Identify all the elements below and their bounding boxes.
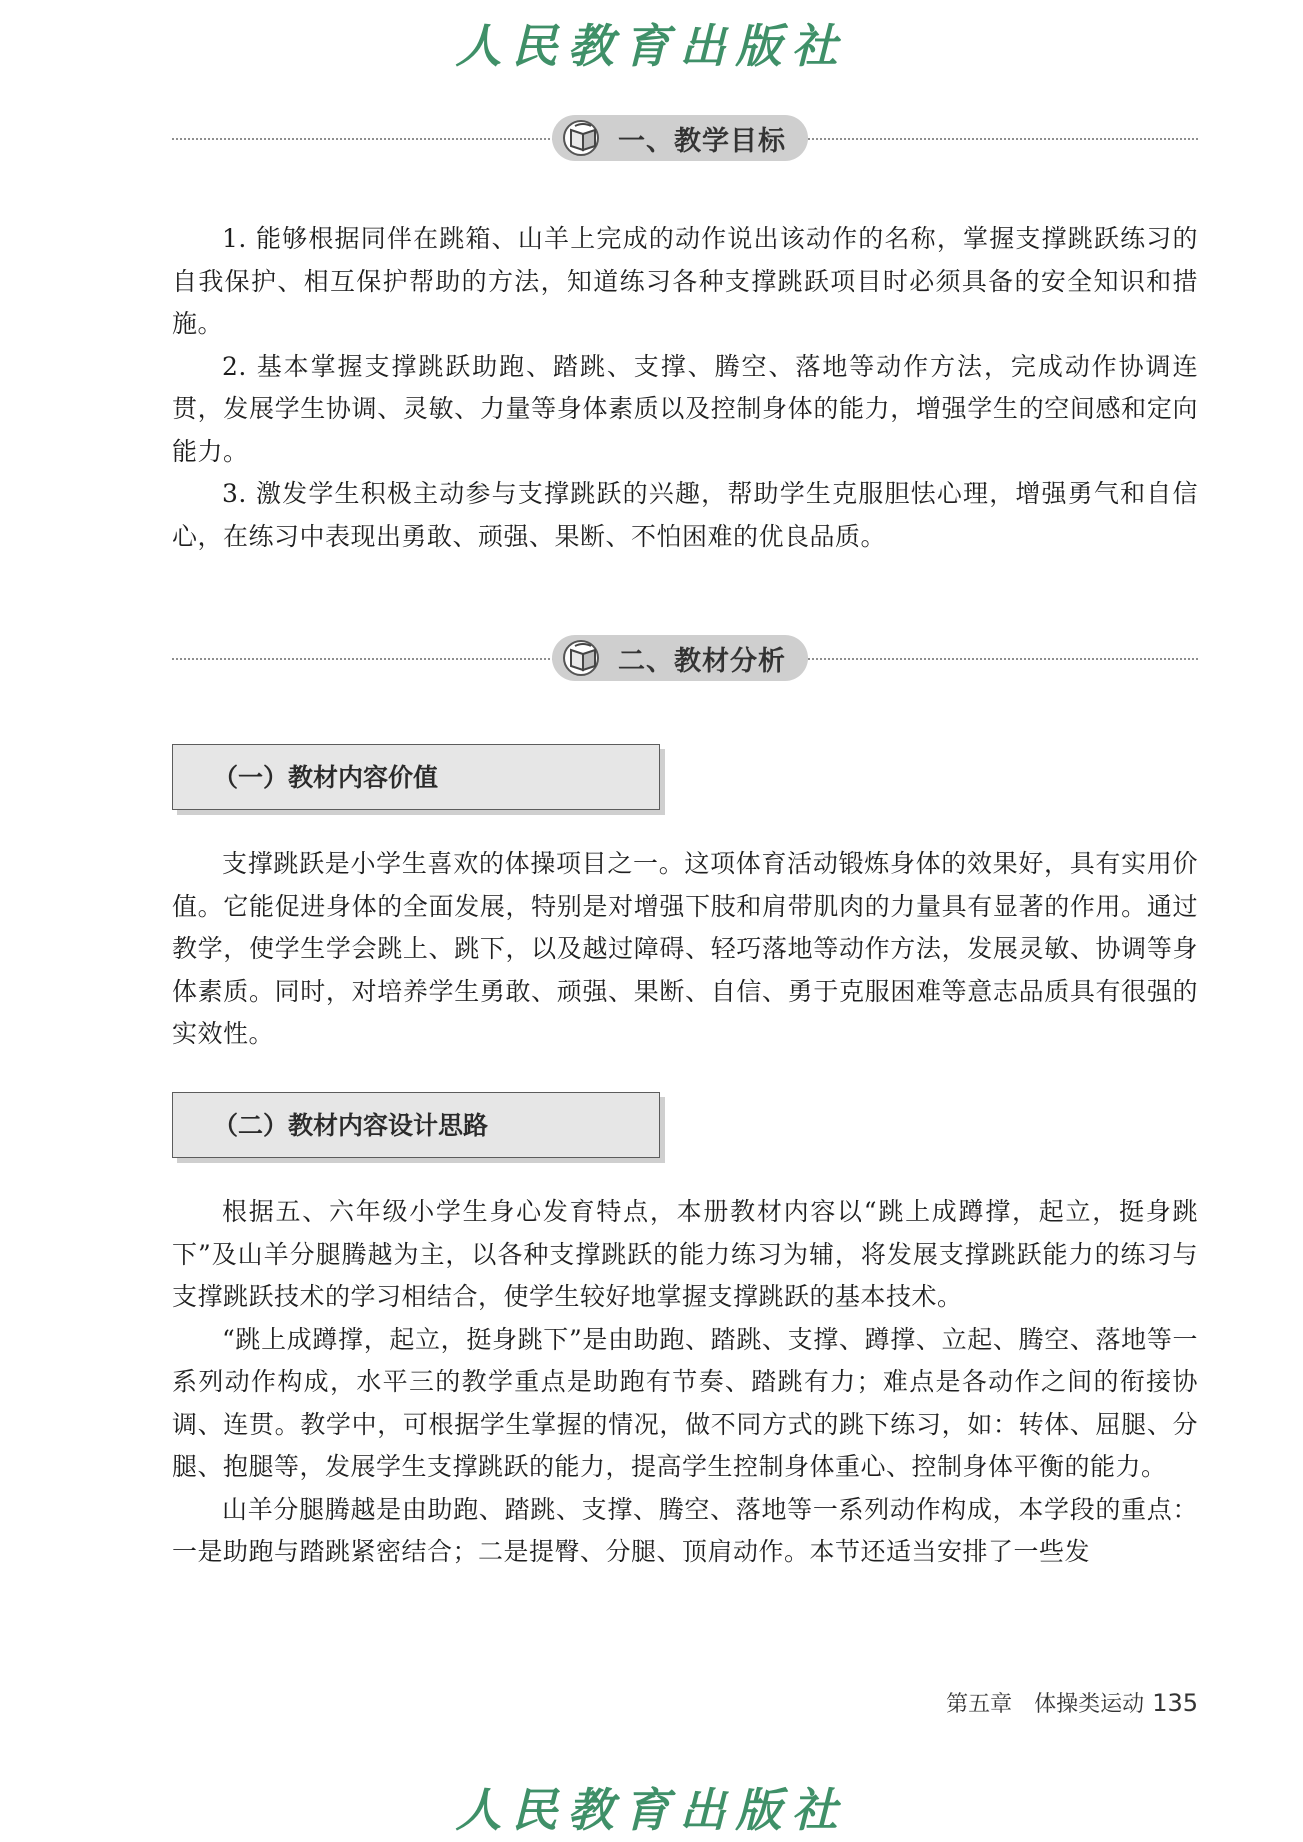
- section-title: 一、教学目标: [618, 125, 786, 157]
- page-footer: [946, 1687, 1198, 1718]
- page-number: 135: [1152, 1689, 1198, 1717]
- value-text: [172, 843, 1198, 1056]
- section-title: 二、教材分析: [618, 645, 786, 677]
- book-icon: [560, 638, 606, 678]
- publisher-logo-top: 人民教育出版社: [455, 19, 848, 73]
- section-header-goals: [172, 109, 1198, 169]
- subsection-title: （一）教材内容价值: [213, 763, 439, 792]
- paragraph: 3. 激发学生积极主动参与支撑跳跃的兴趣，帮助学生克服胆怯心理，增强勇气和自信心，在练习中表现出勇敢、顽强、果断、不怕困难的优良品质。: [172, 479, 1198, 551]
- subsection-title: （二）教材内容设计思路: [213, 1111, 489, 1140]
- chapter-label: 第五章 体操类运动: [946, 1692, 1145, 1717]
- section-title-pill: [552, 115, 808, 161]
- paragraph: 山羊分腿腾越是由助跑、踏跳、支撑、腾空、落地等一系列动作构成，本学段的重点：一是助跑与踏跳紧密结合；二是提臀、分腿、顶肩动作。本节还适当安排了一些发: [172, 1494, 1198, 1566]
- section-title-pill: [552, 635, 808, 681]
- paragraph: “跳上成蹲撑，起立，挺身跳下”是由助跑、踏跳、支撑、蹲撑、立起、腾空、落地等一系列动作构成，水平三的教学重点是助跑有节奏、踏跳有力；难点是各动作之间的衔接协调、连贯。教学中，可根据学生掌握的情况，做不同方式的跳下练习，如：转体、屈腿、分腿、抱腿等，发展学生支撑跳跃的能力，提高学生控制身体重心、控制身体平衡的能力。: [172, 1324, 1198, 1481]
- publisher-logo-bottom: 人民教育出版社: [455, 1783, 848, 1837]
- subsection-box-design: [172, 1092, 660, 1158]
- paragraph: 2. 基本掌握支撑跳跃助跑、踏跳、支撑、腾空、落地等动作方法，完成动作协调连贯，发展学生协调、灵敏、力量等身体素质以及控制身体的能力，增强学生的空间感和定向能力。: [172, 351, 1198, 466]
- goals-text: [172, 218, 1198, 558]
- subsection-box-value: [172, 744, 660, 810]
- paragraph: 支撑跳跃是小学生喜欢的体操项目之一。这项体育活动锻炼身体的效果好，具有实用价值。它能促进身体的全面发展，特别是对增强下肢和肩带肌肉的力量具有显著的作用。通过教学，使学生学会跳上、跳下，以及越过障碍、轻巧落地等动作方法，发展灵敏、协调等身体素质。同时，对培养学生勇敢、顽强、果断、自信、勇于克服困难等意志品质具有很强的实效性。: [172, 849, 1198, 1048]
- book-icon: [560, 118, 606, 158]
- paragraph: 根据五、六年级小学生身心发育特点，本册教材内容以“跳上成蹲撑，起立，挺身跳下”及山羊分腿腾越为主，以各种支撑跳跃的能力练习为辅，将发展支撑跳跃能力的练习与支撑跳跃技术的学习相结合，使学生较好地掌握支撑跳跃的基本技术。: [172, 1197, 1198, 1311]
- design-text: [172, 1191, 1198, 1574]
- paragraph: 1. 能够根据同伴在跳箱、山羊上完成的动作说出该动作的名称，掌握支撑跳跃练习的自我保护、相互保护帮助的方法，知道练习各种支撑跳跃项目时必须具备的安全知识和措施。: [172, 224, 1198, 338]
- section-header-analysis: [172, 629, 1198, 689]
